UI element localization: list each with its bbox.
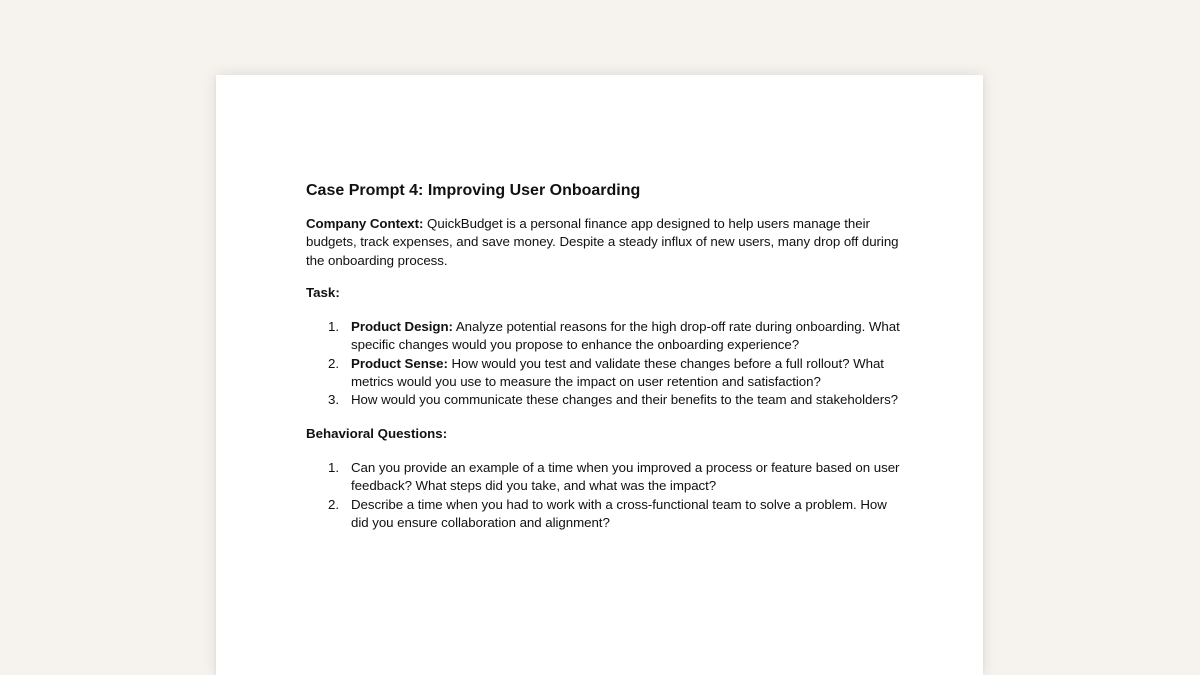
company-context-text: QuickBudget is a personal finance app designed to help users manage their budgets, track expenses, and save money. Despite a steady influx of new users, many drop off during the onboarding process. — [306, 216, 899, 268]
document-page — [216, 75, 983, 675]
document-content — [306, 181, 906, 547]
behavioral-item-text: Describe a time when you had to work with a cross-functional team to solve a problem. How did you ensure collaboration and alignment? — [351, 496, 887, 530]
behavioral-questions-list — [306, 459, 906, 532]
task-item-number: 3. — [328, 392, 339, 408]
task-item-1 — [306, 318, 906, 355]
task-item-text: How would you test and validate these changes before a full rollout? What metrics would you use to measure the impact on user retention and satisfaction? — [351, 355, 884, 390]
behavioral-item-2 — [306, 496, 906, 533]
task-item-label: Product Sense: — [351, 355, 448, 371]
company-context-label: Company Context: — [306, 216, 424, 231]
task-item-text: How would you communicate these changes and their benefits to the team and stakeholders? — [351, 392, 899, 408]
task-item-number: 2. — [328, 355, 339, 371]
task-heading: Task: — [306, 284, 340, 300]
company-context-paragraph — [306, 215, 906, 270]
behavioral-questions-heading: Behavioral Questions: — [306, 425, 448, 441]
task-item-3 — [306, 391, 906, 409]
task-item-number: 1. — [328, 319, 339, 335]
behavioral-item-text: Can you provide an example of a time when you improved a process or feature based on user feedback? What steps did you take, and what was the impact? — [351, 459, 900, 494]
task-list — [306, 318, 906, 409]
behavioral-item-1 — [306, 459, 906, 496]
task-item-text: Analyze potential reasons for the high drop-off rate during onboarding. What specific changes would you propose to enhance the onboarding experience? — [351, 319, 900, 353]
task-item-2 — [306, 355, 906, 392]
behavioral-item-number: 1. — [328, 459, 339, 475]
behavioral-item-number: 2. — [328, 496, 339, 512]
task-item-label: Product Design: — [351, 319, 453, 335]
document-title: Case Prompt 4: Improving User Onboarding — [306, 182, 641, 199]
